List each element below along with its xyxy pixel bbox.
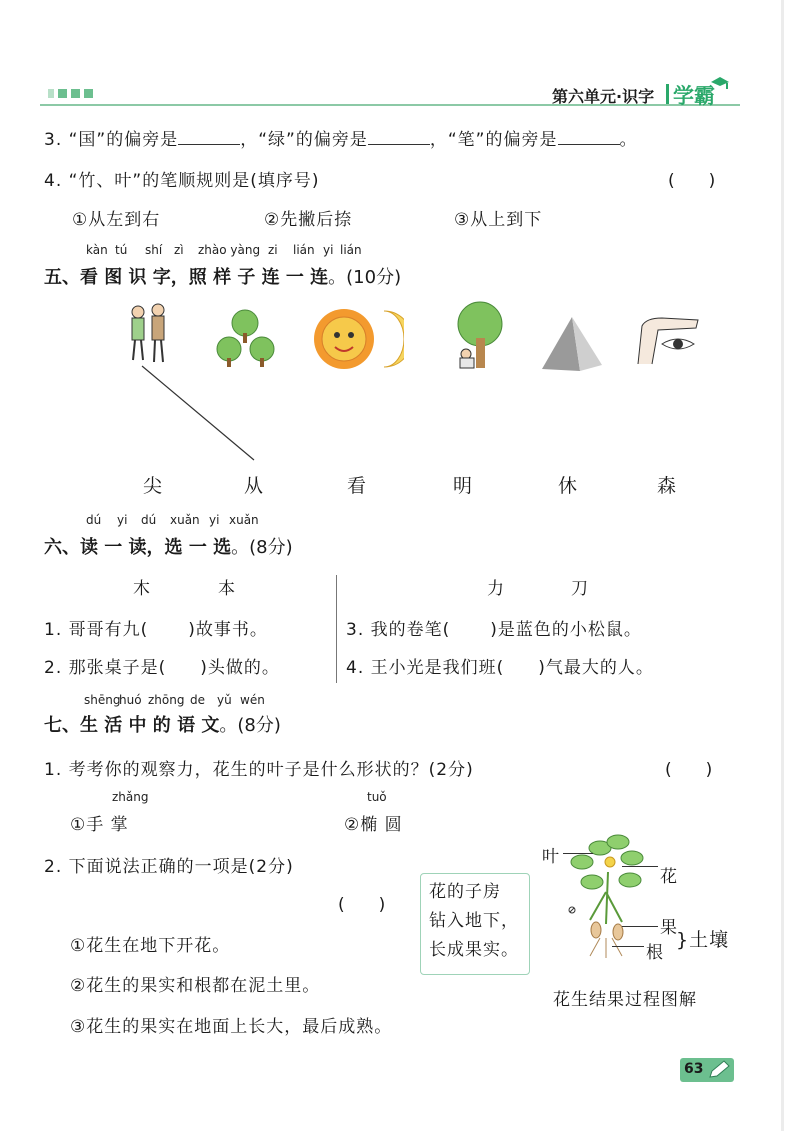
pinyin: lián [293, 243, 315, 257]
char-option[interactable]: 明 [453, 475, 474, 497]
answer-blank[interactable] [178, 130, 240, 145]
leader-line [622, 926, 658, 927]
leader-line [563, 853, 593, 854]
fill-item-3: 3. 我的卷笔( )是蓝色的小松鼠。 [346, 620, 642, 640]
pinyin: zi [268, 243, 278, 257]
section-5-title: 五、看 图 识 字，照 样 子 连 一 连。(10分) [44, 267, 402, 288]
diagram-label-fruit: 果 [660, 918, 678, 938]
option: ①手 掌 [70, 815, 129, 835]
pinyin: dú [141, 513, 157, 527]
char-option[interactable]: 看 [347, 475, 368, 497]
diagram-caption: 花生结果过程图解 [553, 990, 697, 1010]
pinyin: tuǒ [367, 790, 387, 804]
pinyin: dú [86, 513, 102, 527]
answer-blank[interactable] [558, 130, 620, 145]
pinyin: shēng [84, 693, 121, 707]
option: ③花生的果实在地面上长大，最后成熟。 [70, 1017, 393, 1037]
option: ①从左到右 [72, 210, 161, 230]
section-6-title: 六、读 一 读，选 一 选。(8分) [44, 537, 293, 558]
option: ①花生在地下开花。 [70, 936, 231, 956]
person-resting-under-tree-picture [452, 300, 507, 372]
diagram-label-leaf: 叶 [542, 847, 560, 867]
page-edge [781, 0, 784, 1131]
header-dot [48, 89, 54, 98]
question-4: 4. “竹、叶”的笔顺规则是(填序号) [44, 171, 320, 191]
pencil-icon [707, 1060, 731, 1080]
pinyin: zhào yàng [198, 243, 261, 257]
option: ②椭 圆 [344, 815, 403, 835]
diagram-label-flower: 花 [660, 867, 678, 887]
two-people-picture [120, 300, 180, 370]
question-7-2: 2. 下面说法正确的一项是(2分) [44, 857, 294, 877]
pinyin: kàn [86, 243, 108, 257]
unit-title: 第六单元·识字 [552, 87, 655, 106]
header-dot [84, 89, 93, 98]
pinyin: yi [209, 513, 220, 527]
page-number: 63 [684, 1061, 704, 1077]
leader-line [622, 866, 658, 867]
pinyin: lián [340, 243, 362, 257]
option: ②先撇后捺 [264, 210, 353, 230]
pinyin: xuǎn [229, 513, 259, 527]
sample-connection-line [140, 364, 260, 464]
fill-item-1: 1. 哥哥有九( )故事书。 [44, 620, 268, 640]
pinyin: yi [117, 513, 128, 527]
answer-paren[interactable]: ( ) [665, 760, 713, 780]
answer-paren[interactable]: ( ) [338, 895, 386, 915]
pinyin: tú [115, 243, 128, 257]
char-option[interactable]: 休 [558, 475, 579, 497]
sun-moon-picture [312, 305, 404, 373]
header-separator [666, 84, 669, 104]
char-pair: 木 [133, 579, 151, 599]
char-pair: 刀 [571, 579, 589, 599]
graduation-cap-icon [709, 74, 731, 94]
leader-line [612, 946, 644, 947]
answer-paren[interactable]: ( ) [668, 171, 716, 191]
header-dot [71, 89, 80, 98]
hand-over-eye-picture [632, 312, 704, 368]
char-option[interactable]: 尖 [143, 475, 164, 497]
pinyin: zhǎng [112, 790, 149, 804]
pinyin: xuǎn [170, 513, 200, 527]
hint-line: 花的子房 [429, 882, 501, 902]
column-divider [336, 575, 337, 683]
brand-text: 学霸 [673, 84, 715, 108]
question-7-1: 1. 考考你的观察力，花生的叶子是什么形状的？(2分) [44, 760, 474, 780]
char-option[interactable]: 森 [657, 475, 678, 497]
question-3: 3. “国”的偏旁是 ，“绿”的偏旁是 ，“笔”的偏旁是 。 [44, 130, 638, 150]
brand-logo [673, 80, 715, 110]
option: ③从上到下 [454, 210, 543, 230]
char-option[interactable]: 从 [244, 475, 265, 497]
pyramid-picture [540, 315, 605, 373]
trees-picture [215, 305, 280, 370]
fill-item-4: 4. 王小光是我们班( )气最大的人。 [346, 658, 654, 678]
section-7-title: 七、生 活 中 的 语 文。(8分) [44, 715, 281, 736]
option: ②花生的果实和根都在泥土里。 [70, 976, 321, 996]
char-pair: 本 [218, 579, 236, 599]
answer-blank[interactable] [368, 130, 430, 145]
pinyin: zì [174, 243, 184, 257]
header-dot [58, 89, 67, 98]
pinyin: zhōng [148, 693, 185, 707]
hint-box [420, 873, 530, 975]
pinyin: huó [119, 693, 142, 707]
pinyin: yi [323, 243, 334, 257]
diagram-label-root: 根 [646, 943, 664, 963]
pinyin: wén [240, 693, 265, 707]
pinyin: shí [145, 243, 163, 257]
pinyin: yǔ [217, 693, 232, 707]
diagram-label-soil: }土壤 [676, 929, 730, 951]
pinyin: de [190, 693, 205, 707]
char-pair: 力 [487, 579, 505, 599]
hint-line: 钻入地下， [429, 911, 519, 931]
fill-item-2: 2. 那张桌子是( )头做的。 [44, 658, 280, 678]
hint-line: 长成果实。 [429, 940, 519, 960]
